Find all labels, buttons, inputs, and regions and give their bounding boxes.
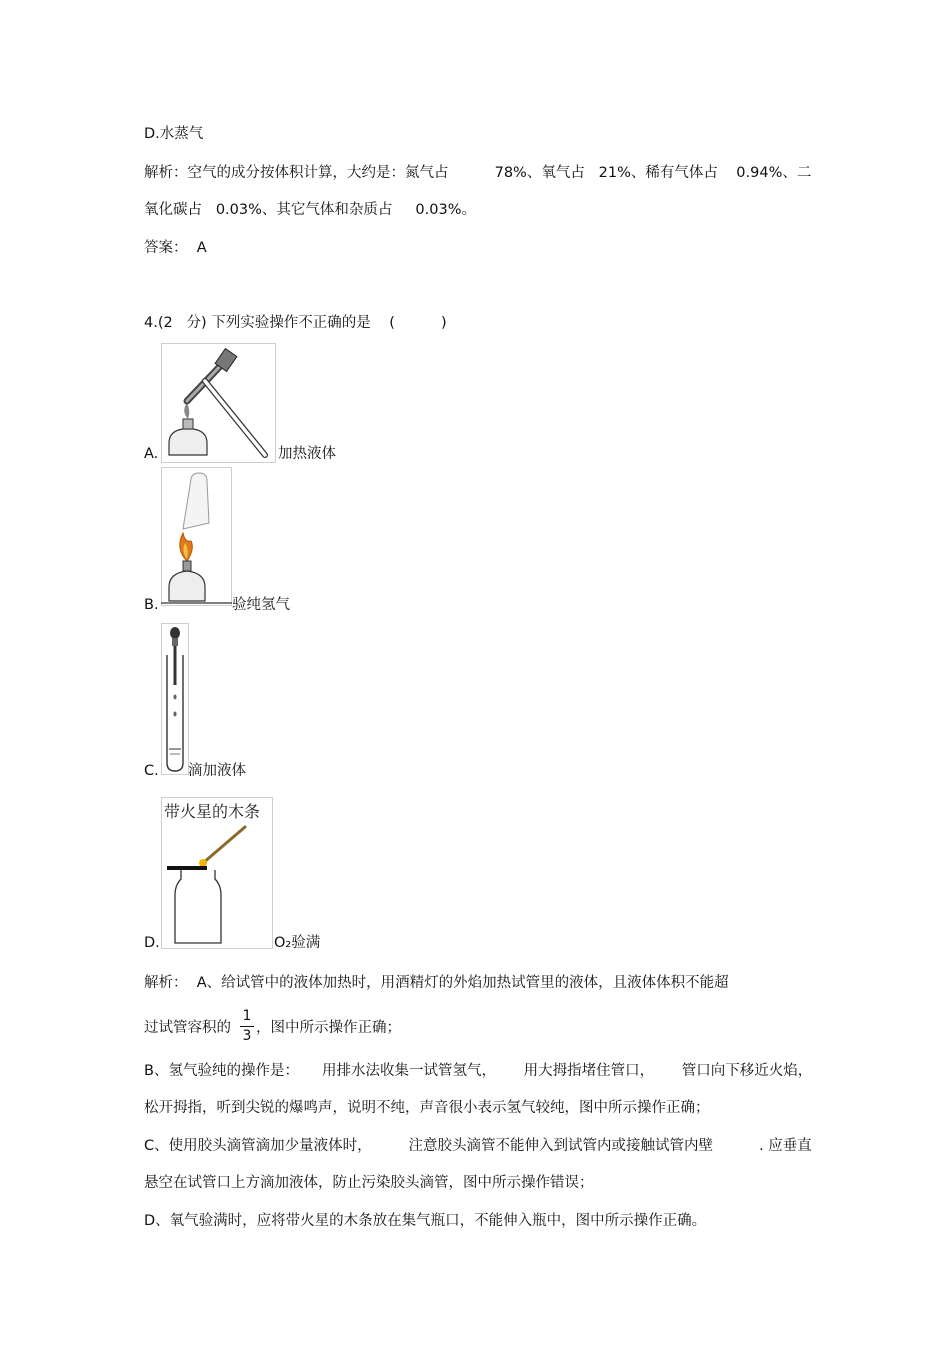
option-b-letter: B. [144,597,159,613]
figure-heating-liquid [161,343,276,463]
question-stem: 4.(2 分) 下列实验操作不正确的是 ( ) [144,315,447,331]
solution-d-line-1: D、氧气验满时，应将带火星的木条放在集气瓶口，不能伸入瓶中，图中所示操作正确。 [144,1213,707,1229]
figure-hydrogen-purity-test [161,467,232,606]
analysis-line-2: 氧化碳占 0.03%、其它气体和杂质占 0.03%。 [144,202,476,218]
solution-c-line-2: 悬空在试管口上方滴加液体，防止污染胶头滴管，图中所示操作错误； [144,1175,594,1191]
fraction-denominator: 3 [242,1028,252,1044]
option-d-label: O₂验满 [274,935,321,951]
option-c-label: 滴加液体 [188,763,246,779]
solution-a-line-2-post: ，图中所示操作正确； [256,1020,401,1036]
solution-a-line-2-pre: 过试管容积的 [144,1020,231,1036]
solution-c-line-1: C、使用胶头滴管滴加少量液体时， 注意胶头滴管不能伸入到试管内或接触试管内壁 . 应垂直 [144,1138,812,1154]
fraction-one-third [240,1008,254,1045]
option-d-text: D.水蒸气 [144,126,204,142]
fraction-numerator: 1 [242,1008,252,1024]
option-c-letter: C. [144,763,159,779]
solution-b-line-1: B、氢气验纯的操作是： 用排水法收集一试管氢气， 用大拇指堵住管口， 管口向下移近火焰， [144,1063,813,1079]
figure-dropping-liquid [161,623,189,775]
figure-d-caption: 带火星的木条 [164,802,261,821]
solution-a-line-1: 解析： A、给试管中的液体加热时，用酒精灯的外焰加热试管里的液体，且液体体积不能超 [144,975,729,991]
analysis-line-1: 解析：空气的成分按体积计算，大约是：氮气占 78%、氧气占 21%、稀有气体占 0.94%、二 [144,165,812,181]
option-d-letter: D. [144,935,160,951]
option-a-letter: A. [144,446,159,462]
solution-b-line-2: 松开拇指，听到尖锐的爆鸣声，说明不纯，声音很小表示氢气较纯，图中所示操作正确； [144,1100,710,1116]
option-a-label: 加热液体 [278,446,336,462]
option-b-label: 验纯氢气 [232,597,290,613]
answer-line: 答案： A [144,240,207,256]
figure-oxygen-full-test [161,797,273,949]
